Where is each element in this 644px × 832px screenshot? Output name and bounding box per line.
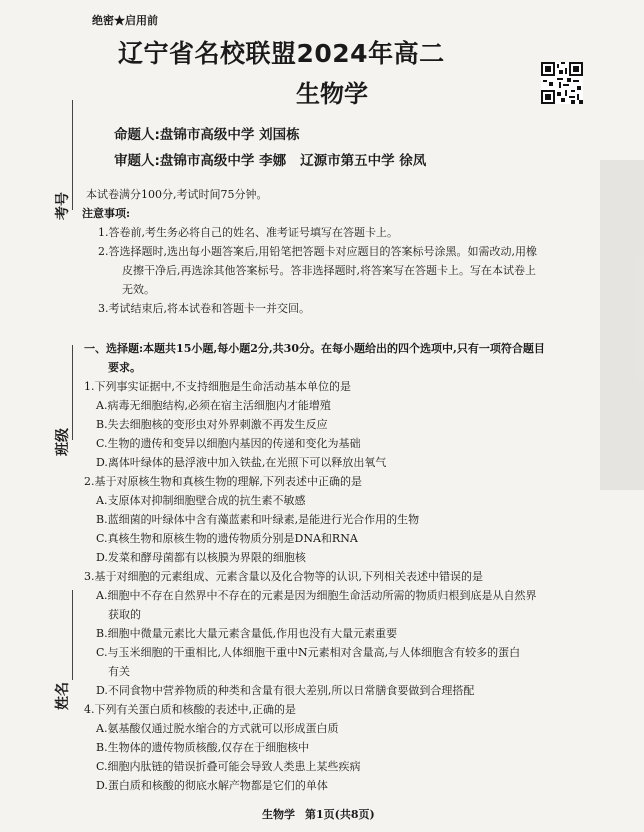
option-item-cont: 获取的 [108,608,141,621]
option-item: A.支原体对抑制细胞壁合成的抗生素不敏感 [96,494,306,507]
exam-title: 辽宁省名校联盟2024年高二 [118,39,445,68]
question-stem: 3.基于对细胞的元素组成、元素含量以及化合物等的认识,下列相关表述中错误的是 [84,570,483,583]
author-line: 命题人:盘锦市高级中学 刘国栋 [114,127,300,143]
question-section [84,339,584,795]
side-label-class: 班级 [55,428,71,456]
option-item-cont: 有关 [108,665,130,678]
subject-title: 生物学 [296,80,368,108]
note-item: 2.答选择题时,选出每小题答案后,用铅笔把答题卡对应题目的答案标号涂黑。如需改动,用橡 [98,245,537,258]
footer-page: 第1页(共8页) [305,808,375,821]
question-stem: 1.下列事实证据中,不支持细胞是生命活动基本单位的是 [84,380,351,393]
reviewer-b: 辽源市第五中学 徐凤 [300,153,427,169]
option-item: B.细胞中微量元素比大量元素含量低,作用也没有大量元素重要 [96,627,398,640]
option-item: C.真核生物和原核生物的遗传物质分别是DNA和RNA [96,532,358,545]
notes-title: 注意事项: [82,207,131,220]
qr-code-icon [541,62,583,104]
option-item: B.失去细胞核的变形虫对外界刺激不再发生反应 [96,418,328,431]
option-item: C.细胞内肽链的错误折叠可能会导致人类患上某些疾病 [96,760,361,773]
option-item: A.病毒无细胞结构,必须在宿主活细胞内才能增殖 [96,399,331,412]
section-title: 一、选择题:本题共15小题,每小题2分,共30分。在每小题给出的四个选项中,只有一项符合题目 [84,342,545,355]
option-item: D.离体叶绿体的悬浮液中加入铁盐,在光照下可以释放出氧气 [96,456,387,469]
note-item: 3.考试结束后,将本试卷和答题卡一并交回。 [98,302,310,315]
side-label-exam-no: 考号 [55,192,71,220]
class-line [72,345,73,440]
side-label-name: 姓名 [55,682,71,710]
section-title-cont: 要求。 [108,361,141,374]
score-time: 本试卷满分100分,考试时间75分钟。 [86,188,268,201]
reviewer-a: 审题人:盘锦市高级中学 李娜 [114,153,287,169]
page-footer [262,806,385,822]
option-item: D.发菜和酵母菌都有以核膜为界限的细胞核 [96,551,306,564]
exam-no-line [72,100,73,210]
question-stem: 2.基于对原核生物和真核生物的理解,下列表述中正确的是 [84,475,362,488]
note-item: 皮擦干净后,再选涂其他答案标号。答非选择题时,将答案写在答题卡上。写在本试卷上 [122,264,536,277]
name-line [72,590,73,680]
footer-subject: 生物学 [262,808,295,821]
option-item: D.不同食物中营养物质的种类和含量有很大差别,所以日常膳食要做到合理搭配 [96,684,475,697]
option-item: D.蛋白质和核酸的彻底水解产物都是它们的单体 [96,779,328,792]
question-stem: 4.下列有关蛋白质和核酸的表述中,正确的是 [84,703,296,716]
instructions [82,185,586,318]
secret-mark: 绝密★启用前 [92,14,158,27]
option-item: A.氨基酸仅通过脱水缩合的方式就可以形成蛋白质 [96,722,339,735]
bleed-through [600,160,644,490]
note-item: 1.答卷前,考生务必将自己的姓名、准考证号填写在答题卡上。 [98,226,398,239]
option-item: C.与玉米细胞的干重相比,人体细胞干重中N元素相对含量高,与人体细胞含有较多的蛋白 [96,646,521,659]
reviewer-line [114,149,426,169]
option-item: C.生物的遗传和变异以细胞内基因的传递和变化为基础 [96,437,361,450]
note-item: 无效。 [122,283,155,296]
option-item: B.生物体的遗传物质核酸,仅存在于细胞核中 [96,741,310,754]
option-item: B.蓝细菌的叶绿体中含有藻蓝素和叶绿素,是能进行光合作用的生物 [96,513,420,526]
option-item: A.细胞中不存在自然界中不存在的元素是因为细胞生命活动所需的物质归根到底是从自然界 [96,589,537,602]
